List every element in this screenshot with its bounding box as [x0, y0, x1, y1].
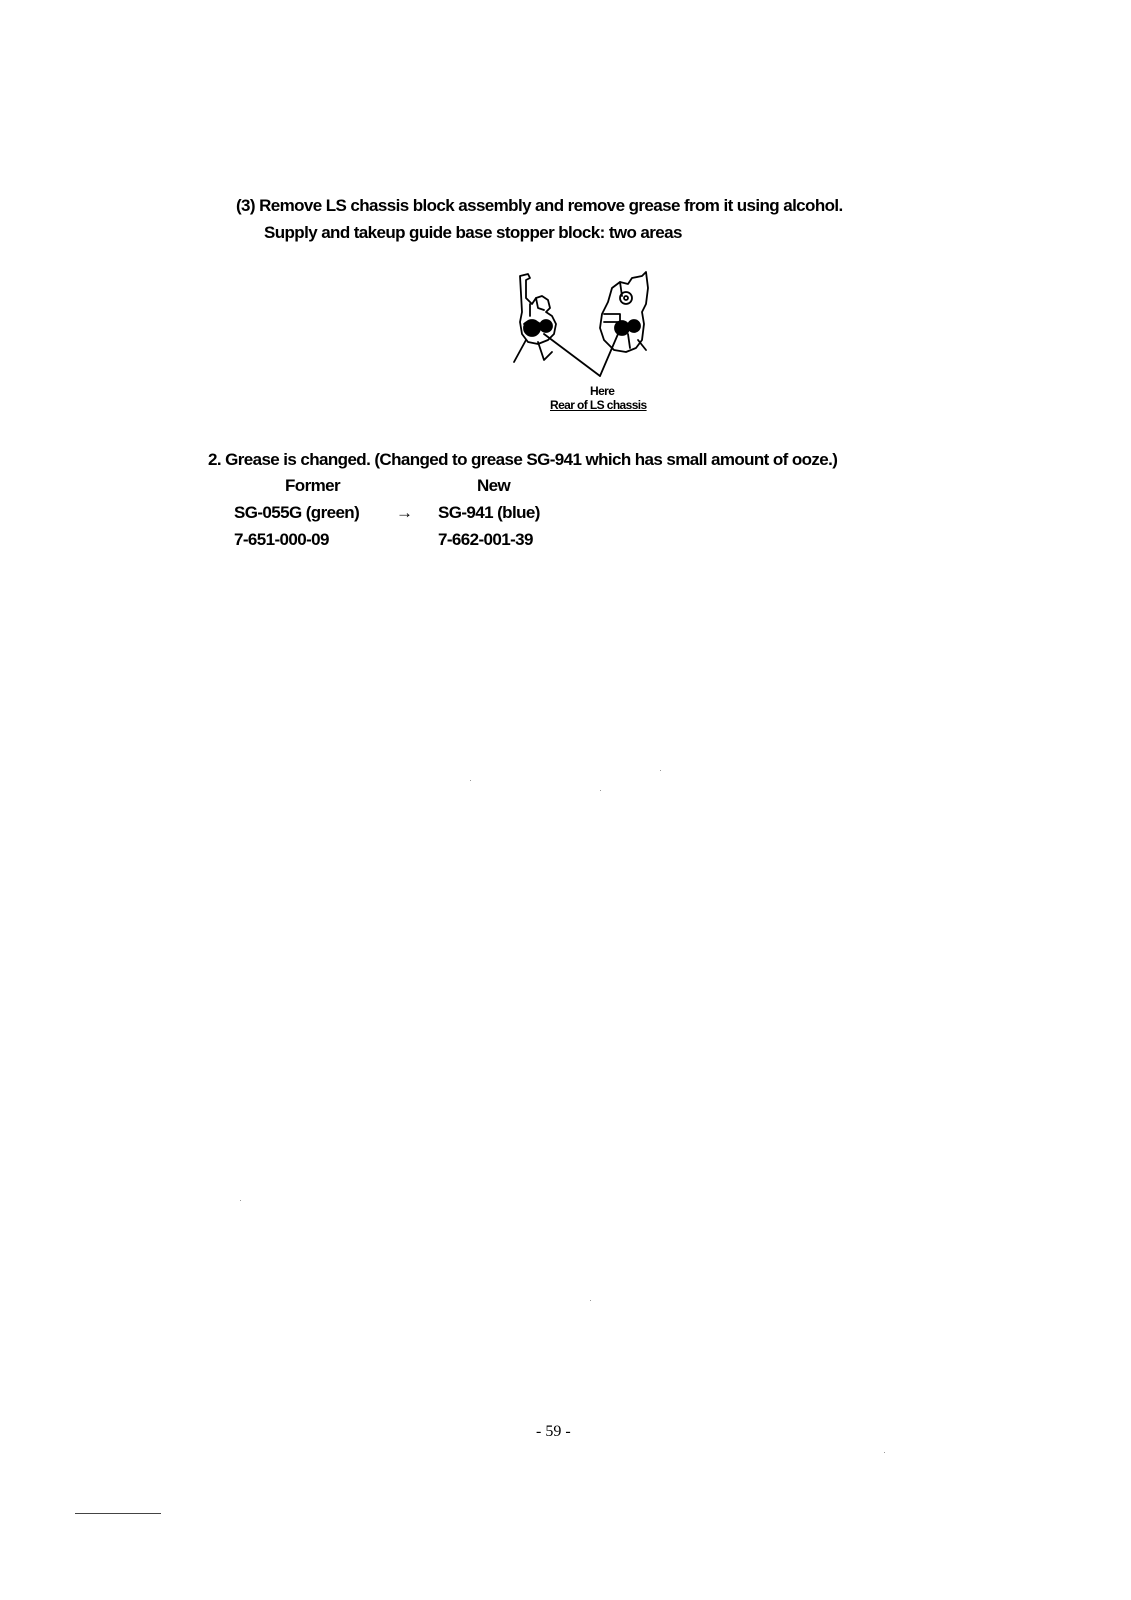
supply-guide-stopper-block — [514, 274, 556, 362]
figure-caption: Rear of LS chassis — [550, 398, 647, 412]
scan-speck — [590, 1300, 591, 1301]
scan-speck — [660, 770, 661, 771]
scan-speck — [884, 1452, 885, 1453]
former-grease-name: SG-055G (green) — [234, 503, 360, 522]
scan-speck — [470, 780, 471, 781]
step-3-detail: Supply and takeup guide base stopper block: two areas — [264, 223, 682, 242]
column-header-new: New — [477, 476, 511, 495]
former-part-number: 7-651-000-09 — [234, 530, 329, 549]
section-2-title: 2. Grease is changed. (Changed to grease SG-941 which has small amount of ooze.) — [208, 450, 838, 469]
new-grease-name: SG-941 (blue) — [438, 503, 540, 522]
takeup-guide-stopper-block — [600, 272, 648, 352]
column-header-former: Former — [285, 476, 340, 495]
page-number: - 59 - — [536, 1423, 571, 1440]
figure-label-here: Here — [590, 384, 615, 398]
change-arrow: → — [396, 503, 413, 522]
scan-speck — [240, 1200, 241, 1201]
scan-speck — [600, 790, 601, 791]
leader-lines — [544, 334, 618, 376]
new-part-number: 7-662-001-39 — [438, 530, 533, 549]
step-3-instruction: (3) Remove LS chassis block assembly and remove grease from it using alcohol. — [236, 196, 843, 215]
scan-artifact-line — [75, 1513, 161, 1514]
